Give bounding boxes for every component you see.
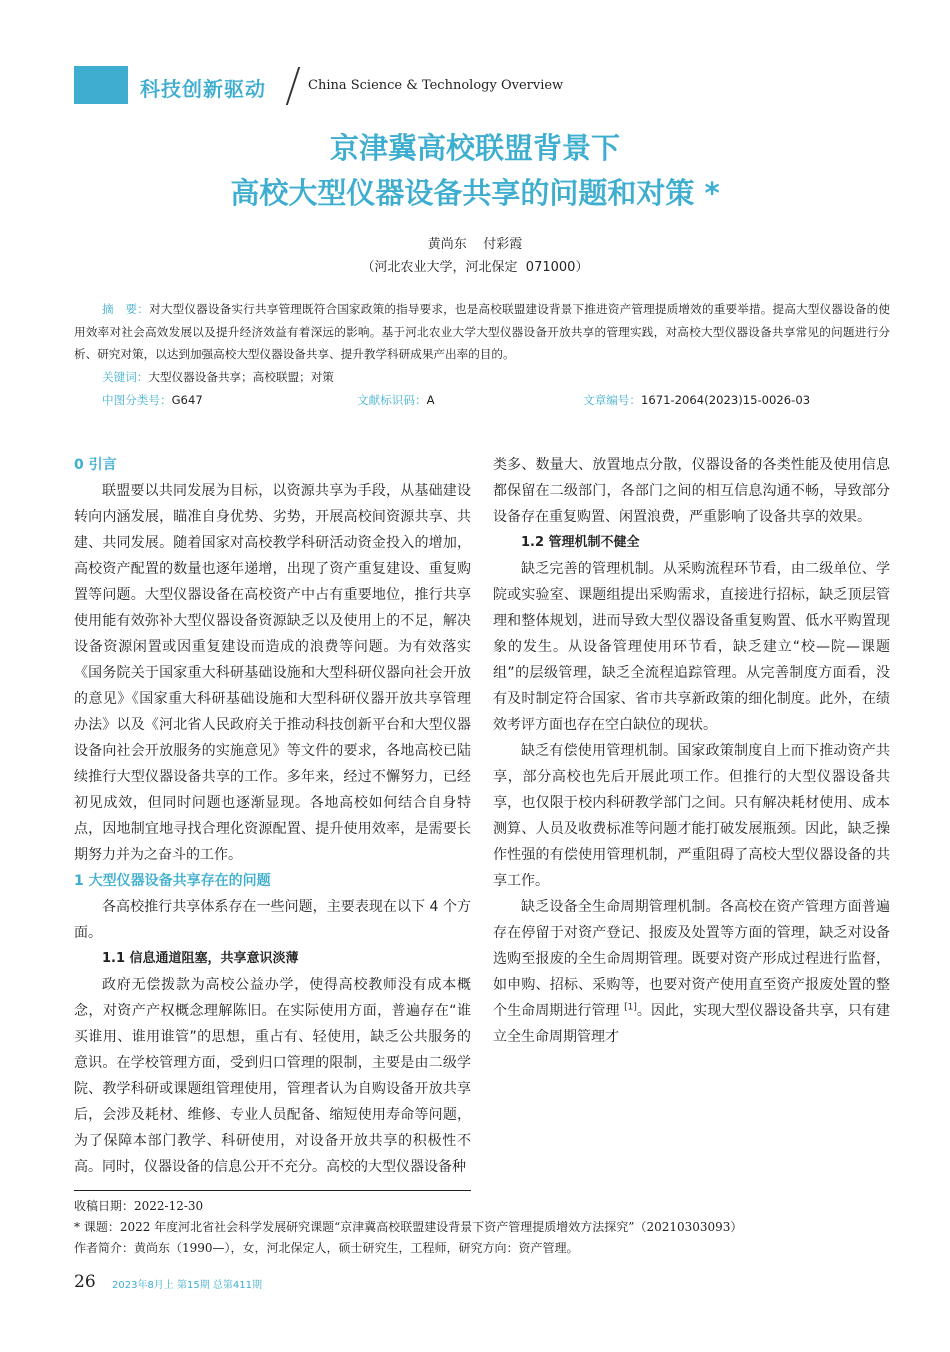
citation-ref: [1] xyxy=(624,1002,637,1013)
paragraph-text: 缺乏设备全生命周期管理机制。各高校在资产管理方面普遍存在停留于对资产登记、报废及处置等方面的管理，缺乏对设备选购至报废的全生命周期管理。既要对资产形成过程进行监督，如申购、招标、采购等，也要对资产使用直至资产报废处置的整个生命周期进行管理 xyxy=(493,899,890,1019)
clc-code: G647 xyxy=(171,392,203,407)
affiliation: （河北农业大学，河北保定 071000） xyxy=(361,260,589,275)
doc-code-label: 文献标识码： xyxy=(357,392,427,407)
author-bio: 作者简介：黄尚东（1990—），女，河北保定人，硕士研究生，工程师，研究方向：资产管理。 xyxy=(74,1241,579,1255)
paragraph: 缺乏有偿使用管理机制。国家政策制度自上而下推动资产共享，部分高校也先后开展此项工作。但推行的大型仪器设备共享，也仅限于校内科研教学部门之间。只有解决耗材使用、成本测算、人员及收费标准等问题才能打破发展瓶颈。因此，缺乏操作性强的有偿使用管理机制，严重阻碍了高校大型仪器设备的共享工作。 xyxy=(493,743,890,889)
keywords-label: 关键词： xyxy=(102,370,149,385)
header-divider xyxy=(286,67,300,105)
keywords-line xyxy=(74,366,890,389)
page-number: 26 xyxy=(74,1272,96,1292)
authors: 黄尚东 付彩霞 xyxy=(427,237,523,252)
abstract-paragraph xyxy=(74,298,890,366)
article-no-label: 文章编号： xyxy=(583,392,641,407)
paragraph-text: 。因此，实现大型仪器设备共享，只有建立全生命周期管理才 xyxy=(493,1003,890,1045)
abstract-label: 摘 要： xyxy=(102,302,150,316)
article-title-line1: 京津冀高校联盟背景下 xyxy=(329,131,620,165)
article-title-line2: 高校大型仪器设备共享的问题和对策 * xyxy=(230,176,720,210)
abstract-block xyxy=(74,298,890,412)
doc-code: A xyxy=(426,392,435,407)
paragraph: 联盟要以共同发展为目标，以资源共享为手段，从基础建设转向内涵发展，瞄准自身优势、劣势，开展高校间资源共享、共建、共同发展。随着国家对高校教学科研活动资金投入的增加，高校资产配置的数量也逐年递增，出现了资产重复建设、重复购置等问题。大型仪器设备在高校资产中占有重要地位，推行共享使用能有效弥补大型仪器设备资源缺乏以及使用上的不足，解决设备资源闲置或因重复建设而造成的浪费等问题。为有效落实《国务院关于国家重大科研基础设施和大型科研仪器向社会开放的意见》《国家重大科研基础设施和大型科研仪器开放共享管理办法》以及《河北省人民政府关于推动科技创新平台和大型仪器设备向社会开放服务的实施意见》等文件的要求，各地高校已陆续推行大型仪器设备共享的工作。多年来，经过不懈努力，已经初见成效，但同时问题也逐渐显现。各地高校如何结合自身特点，因地制宜地寻找合理化资源配置、提升使用效率，是需要长期努力并为之奋斗的工作。 xyxy=(74,483,471,863)
paragraph: 政府无偿拨款为高校公益办学，使得高校教师没有成本概念，对资产产权概念理解陈旧。在实际使用方面，普遍存在“谁买谁用、谁用谁管”的思想，重占有、轻使用，缺乏公共服务的意识。在学校管理方面，受到归口管理的限制，主要是由二级学院、教学科研或课题组管理使用，管理者认为自购设备开放共享后，会涉及耗材、维修、专业人员配备、缩短使用寿命等问题，为了保障本部门教学、科研使用，对设备开放共享的积极性不高。同时，仪器设备的信息公开不充分。高校的大型仪器设备种 xyxy=(74,977,471,1175)
project-note: * 课题：2022 年度河北省社会科学发展研究课题“京津冀高校联盟建设背景下资产管理提质增效方法探究”（20210303093） xyxy=(74,1220,743,1234)
subsection-heading: 1.2 管理机制不健全 xyxy=(521,535,640,550)
right-column xyxy=(493,452,890,1050)
footnote-rule xyxy=(74,1190,471,1191)
section-heading: 1 大型仪器设备共享存在的问题 xyxy=(74,873,271,889)
issue-info: 2023年8月上 第15期 总第411期 xyxy=(112,1280,262,1291)
clc-label: 中图分类号： xyxy=(102,392,172,407)
keywords: 大型仪器设备共享；高校联盟；对策 xyxy=(148,370,334,385)
paragraph: 缺乏完善的管理机制。从采购流程环节看，由二级单位、学院或实验室、课题组提出采购需求，直接进行招标，缺乏顶层管理和整体规划，进而导致大型仪器设备重复购置、低水平购置现象的发生。从设备管理使用环节看，缺乏建立“校—院—课题组”的层级管理，缺乏全流程追踪管理。从完善制度方面看，没有及时制定符合国家、省市共享新政策的细化制度。此外，在绩效考评方面也存在空白缺位的现状。 xyxy=(493,561,890,733)
section-heading: 0 引言 xyxy=(74,457,117,473)
received-date: 收稿日期：2022-12-30 xyxy=(74,1199,204,1213)
column-name: 科技创新驱动 xyxy=(140,77,266,101)
section-color-block xyxy=(74,66,128,104)
article-no: 1671-2064(2023)15-0026-03 xyxy=(640,392,811,407)
subsection-heading: 1.1 信息通道阻塞，共享意识淡薄 xyxy=(102,951,299,966)
paragraph: 各高校推行共享体系存在一些问题，主要表现在以下 4 个方面。 xyxy=(74,899,471,941)
paragraph-continued: 类多、数量大、放置地点分散，仪器设备的各类性能及使用信息都保留在二级部门，各部门之间的相互信息沟通不畅，导致部分设备存在重复购置、闲置浪费，严重影响了设备共享的效果。 xyxy=(493,457,890,525)
left-column xyxy=(74,452,471,1180)
paragraph xyxy=(493,894,890,1050)
footnotes xyxy=(74,1196,742,1259)
abstract-text: 对大型仪器设备实行共享管理既符合国家政策的指导要求，也是高校联盟建设背景下推进资产管理提质增效的重要举措。提高大型仪器设备的使用效率对社会高效发展以及提升经济效益有着深远的影响。基于河北农业大学大型仪器设备开放共享的管理实践，对高校大型仪器设备共享常见的问题进行分析、研究对策，以达到加强高校大型仪器设备共享、提升教学科研成果产出率的目的。 xyxy=(74,302,890,362)
classification-row xyxy=(74,389,890,412)
journal-name-en: China Science & Technology Overview xyxy=(308,78,564,93)
